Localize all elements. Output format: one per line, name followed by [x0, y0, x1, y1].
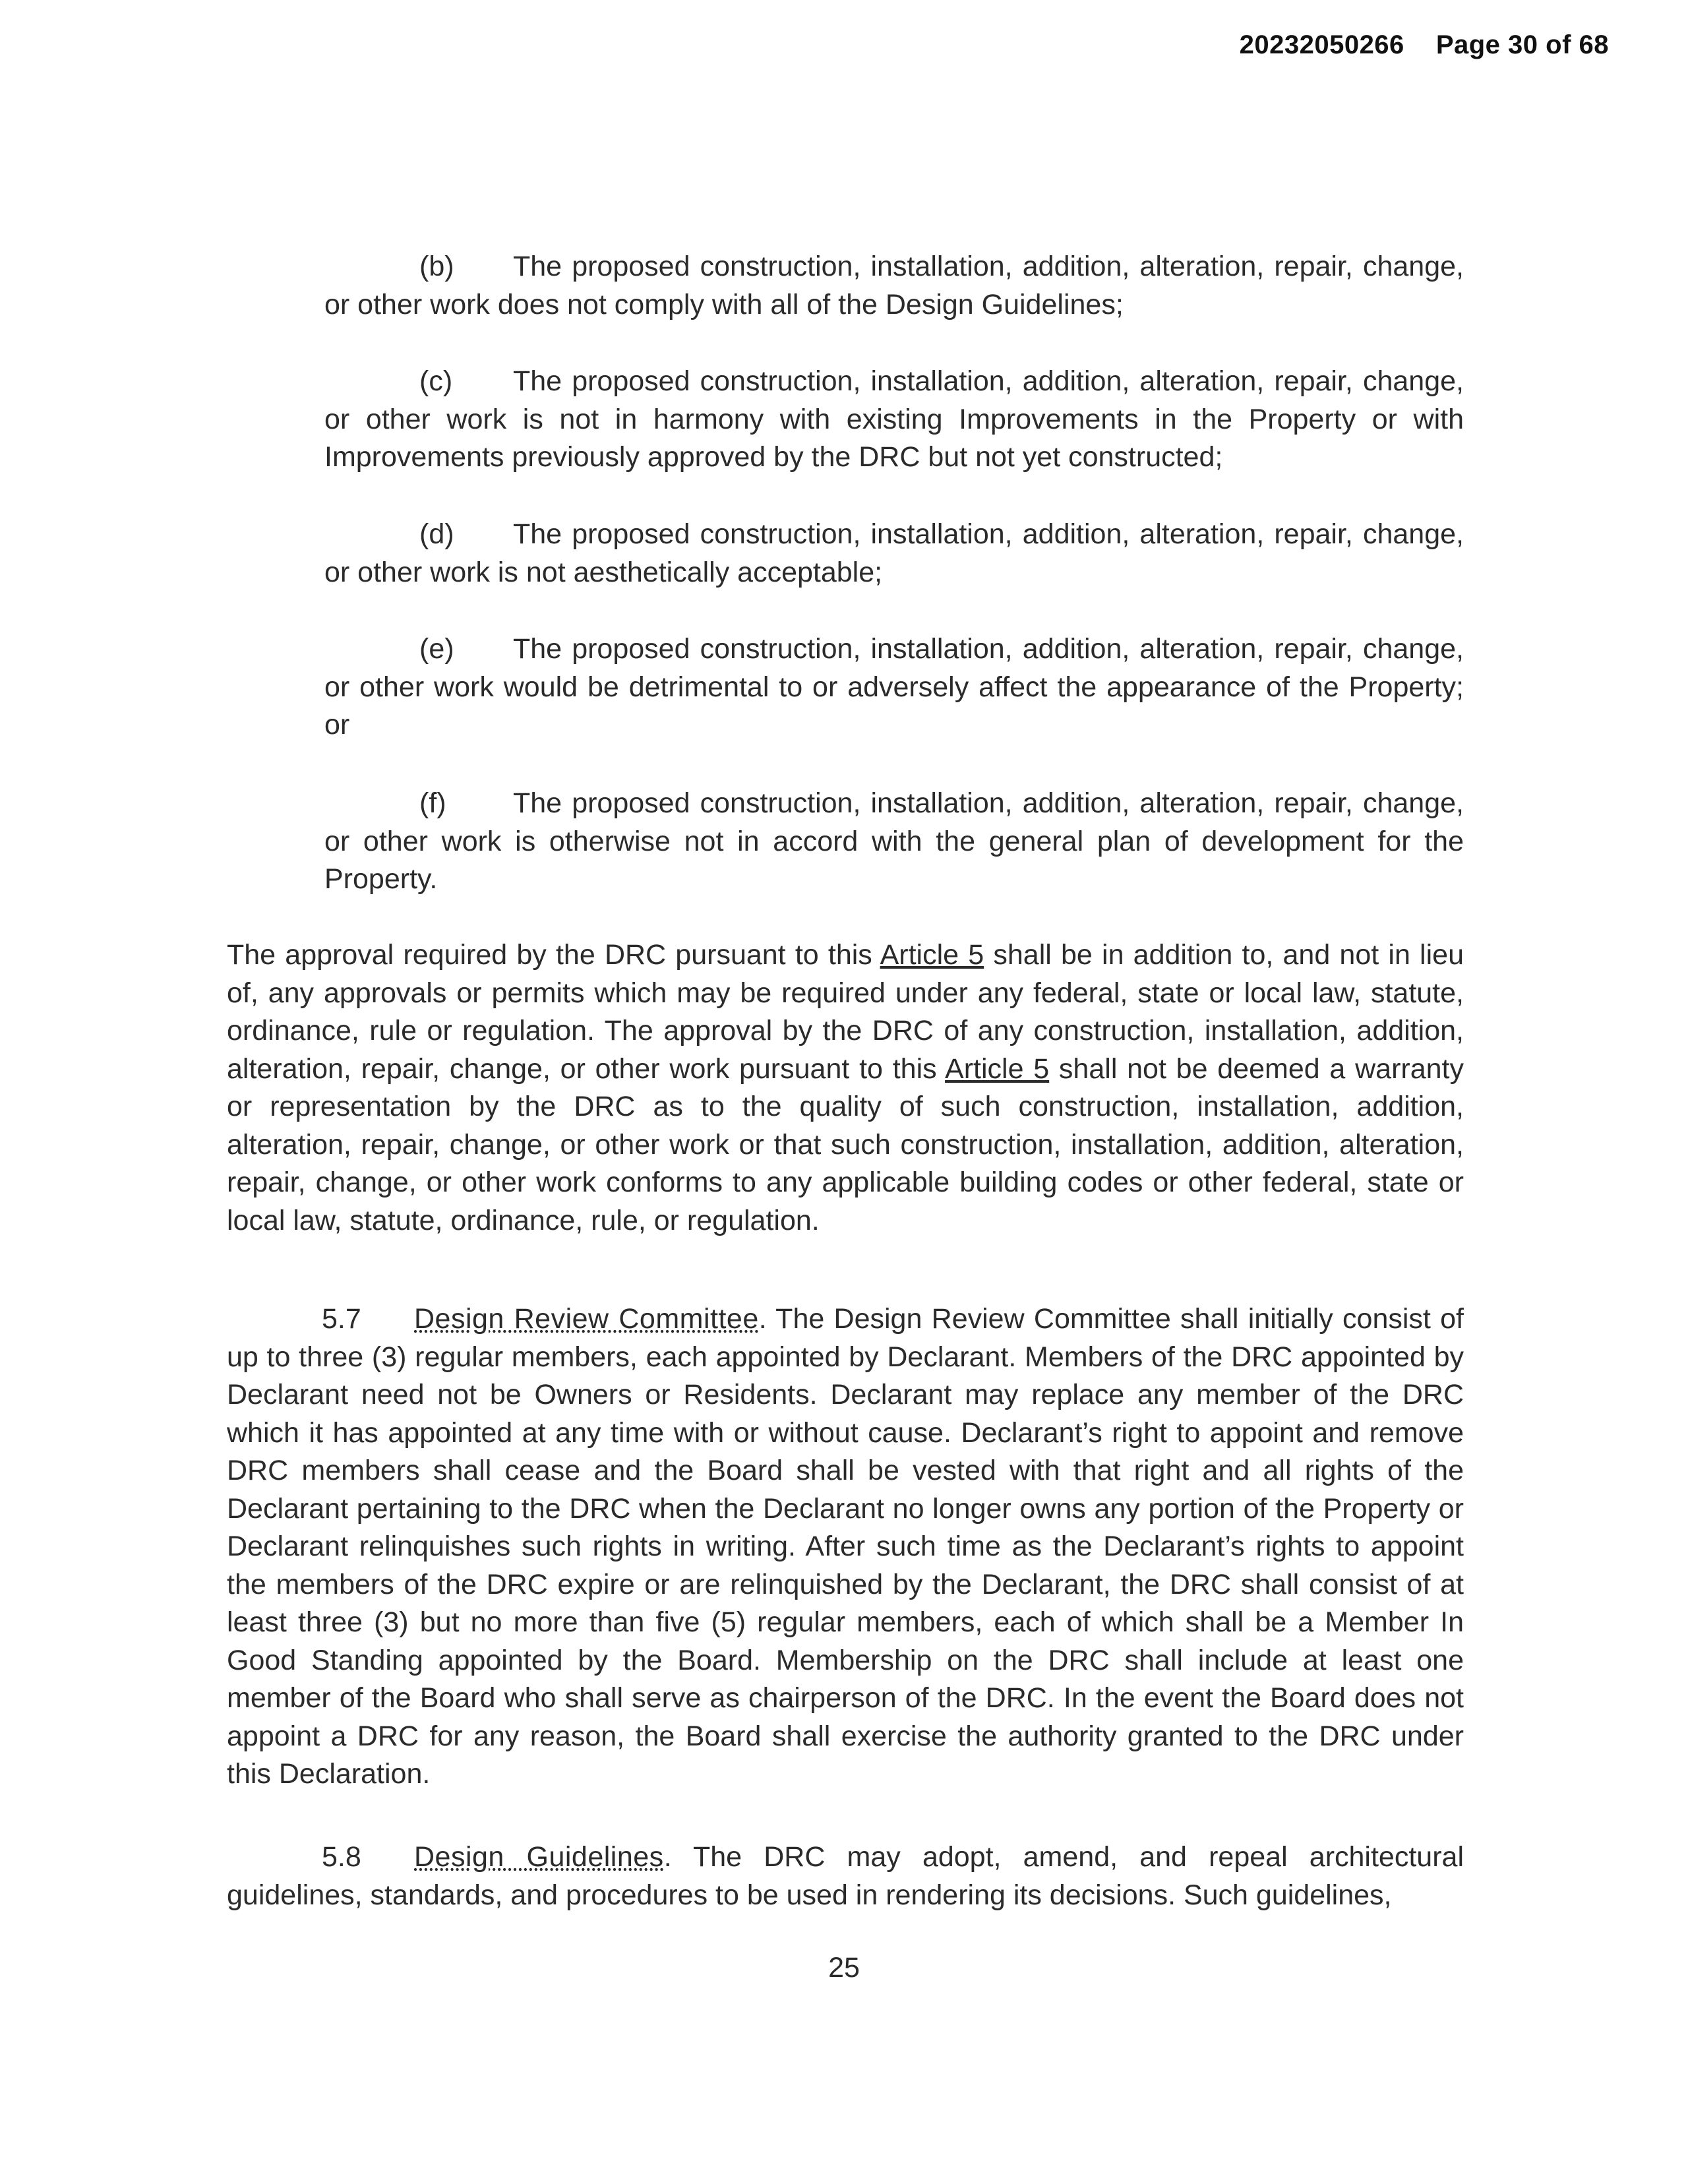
- approval-paragraph: [227, 936, 1464, 1240]
- document-number: 20232050266: [1239, 30, 1404, 59]
- subparagraph-text: The proposed construction, installation, addition, alteration, repair, change, or other work is not aesthetically acceptable;: [324, 518, 1464, 588]
- section-heading: Design Guidelines: [414, 1841, 664, 1873]
- subparagraph-f: [324, 785, 1464, 899]
- section-heading: Design Review Committee: [414, 1303, 759, 1335]
- subparagraph-marker: (b): [419, 251, 454, 282]
- subparagraph-text: The proposed construction, installation, addition, alteration, repair, change, or other work is not in harmony with existing Improvements in the Property or with Improvements previously approved by the DRC but not yet constructed;: [324, 365, 1464, 473]
- subparagraph-d: [324, 516, 1464, 592]
- subparagraph-marker: (f): [419, 787, 446, 819]
- subparagraph-marker: (e): [419, 633, 454, 665]
- section-text: . The DRC may adopt, amend, and repeal architectural guidelines, standards, and procedures to be used in rendering its decisions. Such guidelines,: [227, 1841, 1464, 1911]
- section-5-7: [227, 1300, 1464, 1794]
- subparagraph-b: [324, 248, 1464, 324]
- subparagraph-text: The proposed construction, installation, addition, alteration, repair, change, or other work is otherwise not in accord with the general plan of development for the Property.: [324, 787, 1464, 895]
- section-text: . The Design Review Committee shall initially consist of up to three (3) regular members, each appointed by Declarant. Members of the DRC appointed by Declarant need not be Owners or Residents. Declarant may replace any member of the DRC which it has appointed at any time with or without cause. Declarant’s right to appoint and remove DRC members shall cease and the Board shall be vested with that right and all rights of the Declarant pertaining to the DRC when the Declarant no longer owns any portion of the Property or Declarant relinquishes such rights in writing. After such time as the Declarant’s rights to appoint the members of the DRC expire or are relinquished by the Declarant, the DRC shall consist of at least three (3) but no more than five (5) regular members, each of which shall be a Member In Good Standing appointed by the Board. Membership on the DRC shall include at least one member of the Board who shall serve as chairperson of the DRC. In the event the Board does not appoint a DRC for any reason, the Board shall exercise the authority granted to the DRC under this Declaration.: [227, 1303, 1464, 1790]
- subparagraph-c: [324, 363, 1464, 477]
- article-reference: Article 5: [880, 939, 984, 971]
- section-number: 5.8: [322, 1841, 361, 1873]
- subparagraph-text: The proposed construction, installation, addition, alteration, repair, change, or other work would be detrimental to or adversely affect the appearance of the Property; or: [324, 633, 1464, 741]
- page-label: Page 30 of 68: [1435, 30, 1609, 59]
- section-number: 5.7: [322, 1303, 361, 1335]
- section-5-8: [227, 1838, 1464, 1914]
- approval-text-2: shall be in addition to, and not in lieu of, any approvals or permits which may be required under any federal, state or local law, statute, ordinance, rule or regulation. The approval by the DRC of any construction, installation, addition, alteration, repair, change, or other work pursuant to this: [227, 939, 1464, 1085]
- subparagraph-marker: (c): [419, 365, 453, 397]
- page-number: 25: [828, 1952, 860, 1984]
- subparagraph-marker: (d): [419, 518, 454, 550]
- page-header: [1240, 30, 1609, 60]
- subparagraph-e: [324, 630, 1464, 744]
- article-reference: Article 5: [945, 1052, 1050, 1085]
- approval-text-3: shall not be deemed a warranty or representation by the DRC as to the quality of such construction, installation, addition, alteration, repair, change, or other work or that such construction, installation, addition, alteration, repair, change, or other work conforms to any applicable building codes or other federal, state or local law, statute, ordinance, rule, or regulation.: [227, 1052, 1464, 1236]
- approval-text-1: The approval required by the DRC pursuant to this: [227, 939, 880, 971]
- subparagraph-text: The proposed construction, installation, addition, alteration, repair, change, or other work does not comply with all of the Design Guidelines;: [324, 251, 1464, 320]
